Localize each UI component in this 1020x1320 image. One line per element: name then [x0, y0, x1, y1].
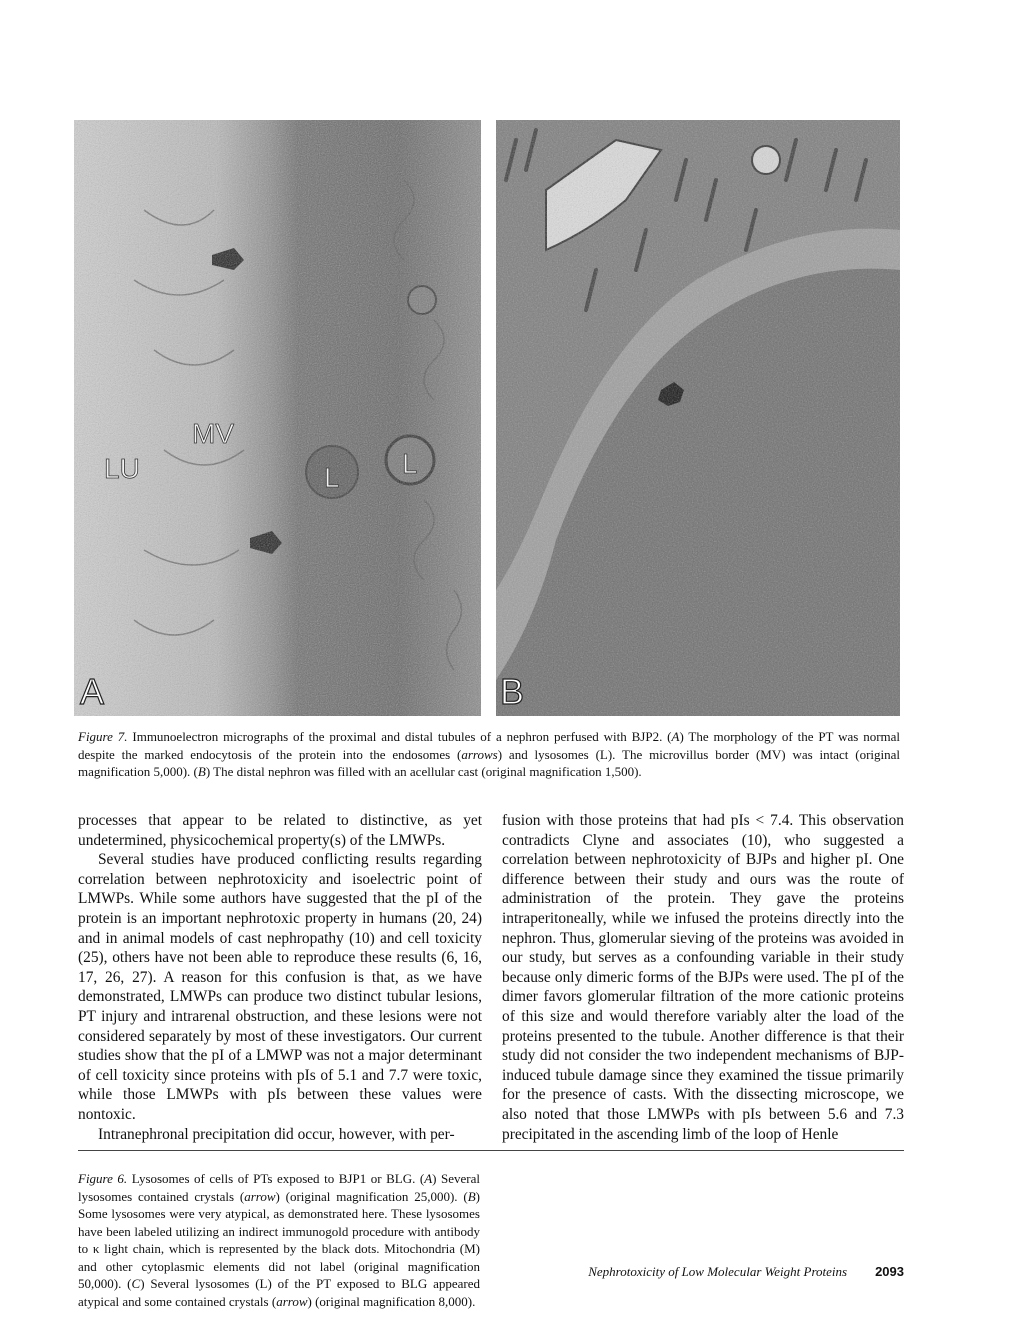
figure-6-caption-left	[78, 1170, 480, 1310]
caption6-text-4: ) Some lysosomes were very atypical, as demonstrated here. These lysosomes have been labeled utilizing an indirect immunogold procedure with antibody to κ light chain, which is represented by the black dots. Mitochondria (M) and other cytoplasmic elements did not label (original magnification 50,000). (	[78, 1188, 480, 1291]
caption6-lead: Figure 6.	[78, 1171, 128, 1186]
caption6-text-2: ) Several lysosomes contained crystals (	[78, 1171, 480, 1204]
body-paragraph: Several studies have produced conflicting results regarding correlation between nephrotoxicity and isoelectric point of LMWPs. While some authors have suggested that the pI of the protein is an important nephrotoxic property in humans (20, 24) and in animal models of cast nephropathy (10) and cell toxicity (25), others have not been able to reproduce these results (6, 16, 17, 26, 27). A reason for this confusion is that, as we have demonstrated, LMWPs can produce two distinct tubular lesions, PT injury and intrarenal obstruction, and these lesions were not considered separately by most of these investigators. Our current studies show that the pI of a LMWP was not a major determinant of cell toxicity since proteins with pIs of 5.1 and 7.7 were toxic, while those LMWPs with pIs between these values were nontoxic.	[78, 851, 482, 1123]
label-microvillus: MV	[192, 418, 234, 449]
caption6-text-3: ) (original magnification 25,000). (	[275, 1188, 468, 1204]
page-footer	[560, 1264, 904, 1280]
micrograph-panel-a	[74, 120, 481, 716]
caption7-ref-b: B	[197, 764, 206, 779]
page-number: 2093	[875, 1264, 904, 1279]
caption7-text-3: ) and lysosomes (L). The microvillus border (MV) was intact (original magnification 5,000). (	[78, 746, 901, 779]
caption7-arrows: arrows	[461, 746, 498, 762]
body-paragraph: Intranephronal precipitation did occur, however, with per-	[98, 1125, 455, 1143]
caption6-arrow-2: arrow	[276, 1293, 308, 1309]
caption6-arrow-1: arrow	[244, 1188, 276, 1204]
caption6-text-1: Lysosomes of cells of PTs exposed to BJP1 or BLG. (	[127, 1171, 425, 1186]
figure-7-caption	[78, 728, 900, 781]
caption6-ref-a: A	[424, 1171, 433, 1186]
caption6-ref-c: C	[131, 1276, 141, 1291]
panel-letter-a: A	[80, 671, 105, 712]
section-divider	[78, 1150, 904, 1151]
micrograph-b-image	[496, 120, 900, 716]
caption7-text-4: ) The distal nephron was filled with an acellular cast (original magnification 1,500).	[205, 764, 642, 779]
micrograph-a-image	[74, 120, 481, 716]
body-column-right	[502, 811, 904, 1144]
running-title: Nephrotoxicity of Low Molecular Weight Proteins	[588, 1264, 848, 1279]
caption7-lead: Figure 7.	[78, 729, 128, 744]
caption7-text-2: ) The morphology of the PT was normal despite the marked endocytosis of the protein into the endosomes (	[78, 729, 901, 762]
body-paragraph: processes that appear to be related to distinctive, as yet undetermined, physicochemical property(s) of the LMWPs.	[78, 812, 482, 849]
caption6-text-6: ) (original magnification 8,000).	[307, 1293, 476, 1309]
panel-letter-b: B	[500, 671, 525, 712]
label-lysosome-1: L	[324, 462, 340, 493]
caption7-text-1: Immunoelectron micrographs of the proximal and distal tubules of a nephron perfused with BJP2. (	[127, 729, 672, 744]
caption6-ref-b: B	[467, 1188, 476, 1204]
label-lumen: LU	[104, 453, 140, 484]
caption6-text-5: ) Several lysosomes (L) of the PT exposed to BLG appeared atypical and some contained crystals (	[78, 1276, 480, 1309]
body-paragraph: fusion with those proteins that had pIs < 7.4. This observation contradicts Clyne and associates (10), who suggested a correlation between nephrotoxicity of BJPs and higher pI. One difference between their study and ours was the route of administration of the protein. They gave the proteins intraperitoneally, while we infused the proteins directly into the nephron. Thus, glomerular sieving of the proteins was avoided in our study, but serves as a confounding variable in their study because only dimeric forms of the BJPs were used. The pI of the dimer favors glomerular filtration of the more cationic proteins of this size and would therefore variably alter the load of the proteins presented to the tubule. Another difference is that their study did not consider the two independent mechanisms of BJP-induced tubule damage since they examined the tissue primarily for the presence of casts. With the dissecting microscope, we also noted that those LMWPs with pIs between 5.6 and 7.3 precipitated in the ascending limb of the loop of Henle	[502, 812, 904, 1143]
figure-7	[74, 120, 900, 716]
caption7-ref-a: A	[671, 729, 680, 744]
body-column-left	[78, 811, 482, 1144]
label-lysosome-2: L	[402, 448, 418, 479]
micrograph-panel-b	[496, 120, 900, 716]
